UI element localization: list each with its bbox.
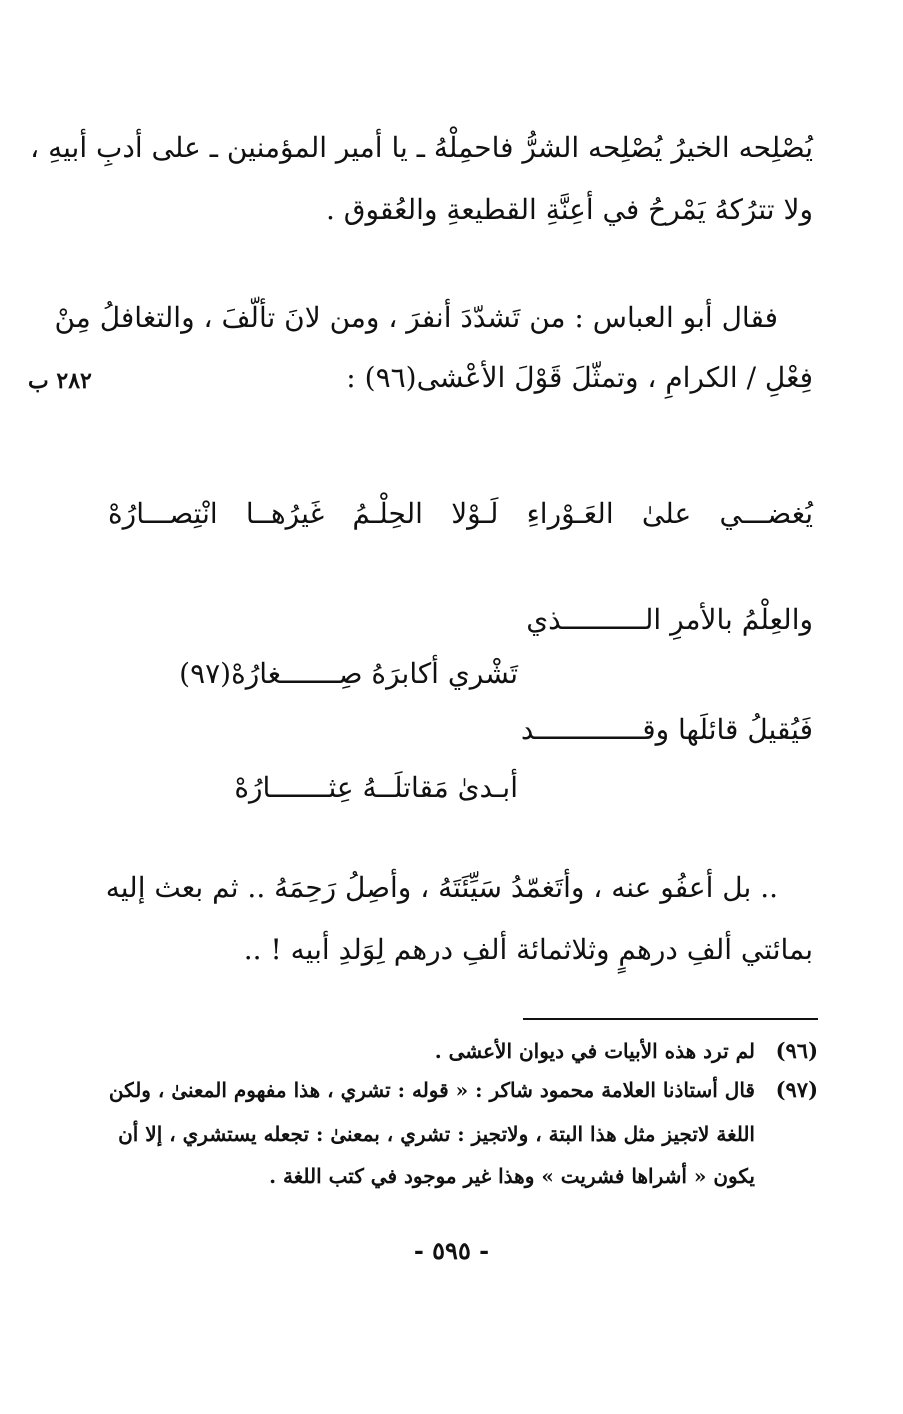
footnote-separator — [523, 1018, 818, 1020]
paragraph-2-line-1: فقال أبو العباس : من تَشدّدَ أنفرَ ، ومن لانَ تألّفَ ، والتغافلُ مِنْ — [54, 301, 778, 334]
manuscript-folio-note: ٢٨٢ ب — [28, 368, 92, 394]
footnote-97-line-3: يكون « أشراها فشريت » وهذا غير موجود في كتب اللغة . — [269, 1164, 755, 1188]
verse-line-2: والعِلْمُ بالأمرِ الــــــــــذي — [526, 603, 813, 636]
footnote-96-line-1: لم ترد هذه الأبيات في ديوان الأعشى . — [434, 1039, 755, 1063]
page-number: - ٥٩٥ - — [413, 1236, 490, 1265]
verse-line-5: أبـدىٰ مَقاتلَــهُ عِثـــــــارُهْ — [234, 771, 518, 804]
paragraph-2-line-2: فِعْلِ / الكرامِ ، وتمثّلَ قَوْلَ الأعْشى(٩٦) : — [346, 361, 813, 394]
paragraph-3-line-2: بمائتي ألفِ درهمٍ وثلاثمائة ألفِ درهم لِوَلدِ أبيه ! .. — [243, 933, 813, 966]
verse-line-3: تَشْري أكابرَهُ صِـــــــغارُهْ(٩٧) — [179, 657, 518, 690]
verse-line-4: فَيُقيلُ قائلَها وقـــــــــــــد — [520, 713, 813, 746]
footnote-96-number: (٩٦) — [775, 1038, 818, 1063]
paragraph-3-line-1: .. بل أعفُو عنه ، وأتَغمّدُ سَيِّئَتَهُ ، وأصِلُ رَحِمَهُ .. ثم بعث إليه — [105, 871, 778, 904]
verse-line-1: يُغضـــي علىٰ العَـوْراءِ لَـوْلا الحِلْـمُ غَيرُهــا انْتِصـــارُهْ — [108, 497, 813, 530]
paragraph-1-line-2: ولا تترُكهُ يَمْرحُ في أعِنَّةِ القطيعةِ والعُقوق . — [325, 193, 813, 226]
footnote-97-number: (٩٧) — [775, 1077, 818, 1102]
paragraph-1-line-1: يُصْلِحه الخيرُ يُصْلِحه الشرُّ فاحمِلْهُ ـ يا أمير المؤمنين ـ على أدبِ أبيهِ ، — [30, 131, 813, 164]
footnote-97-line-1: قال أستاذنا العلامة محمود شاكر : « قوله : تشري ، هذا مفهوم المعنىٰ ، ولكن — [108, 1078, 755, 1102]
footnote-97-line-2: اللغة لاتجيز مثل هذا البتة ، ولاتجيز : تشري ، بمعنىٰ : تجعله يستشري ، إلا أن — [118, 1122, 755, 1146]
